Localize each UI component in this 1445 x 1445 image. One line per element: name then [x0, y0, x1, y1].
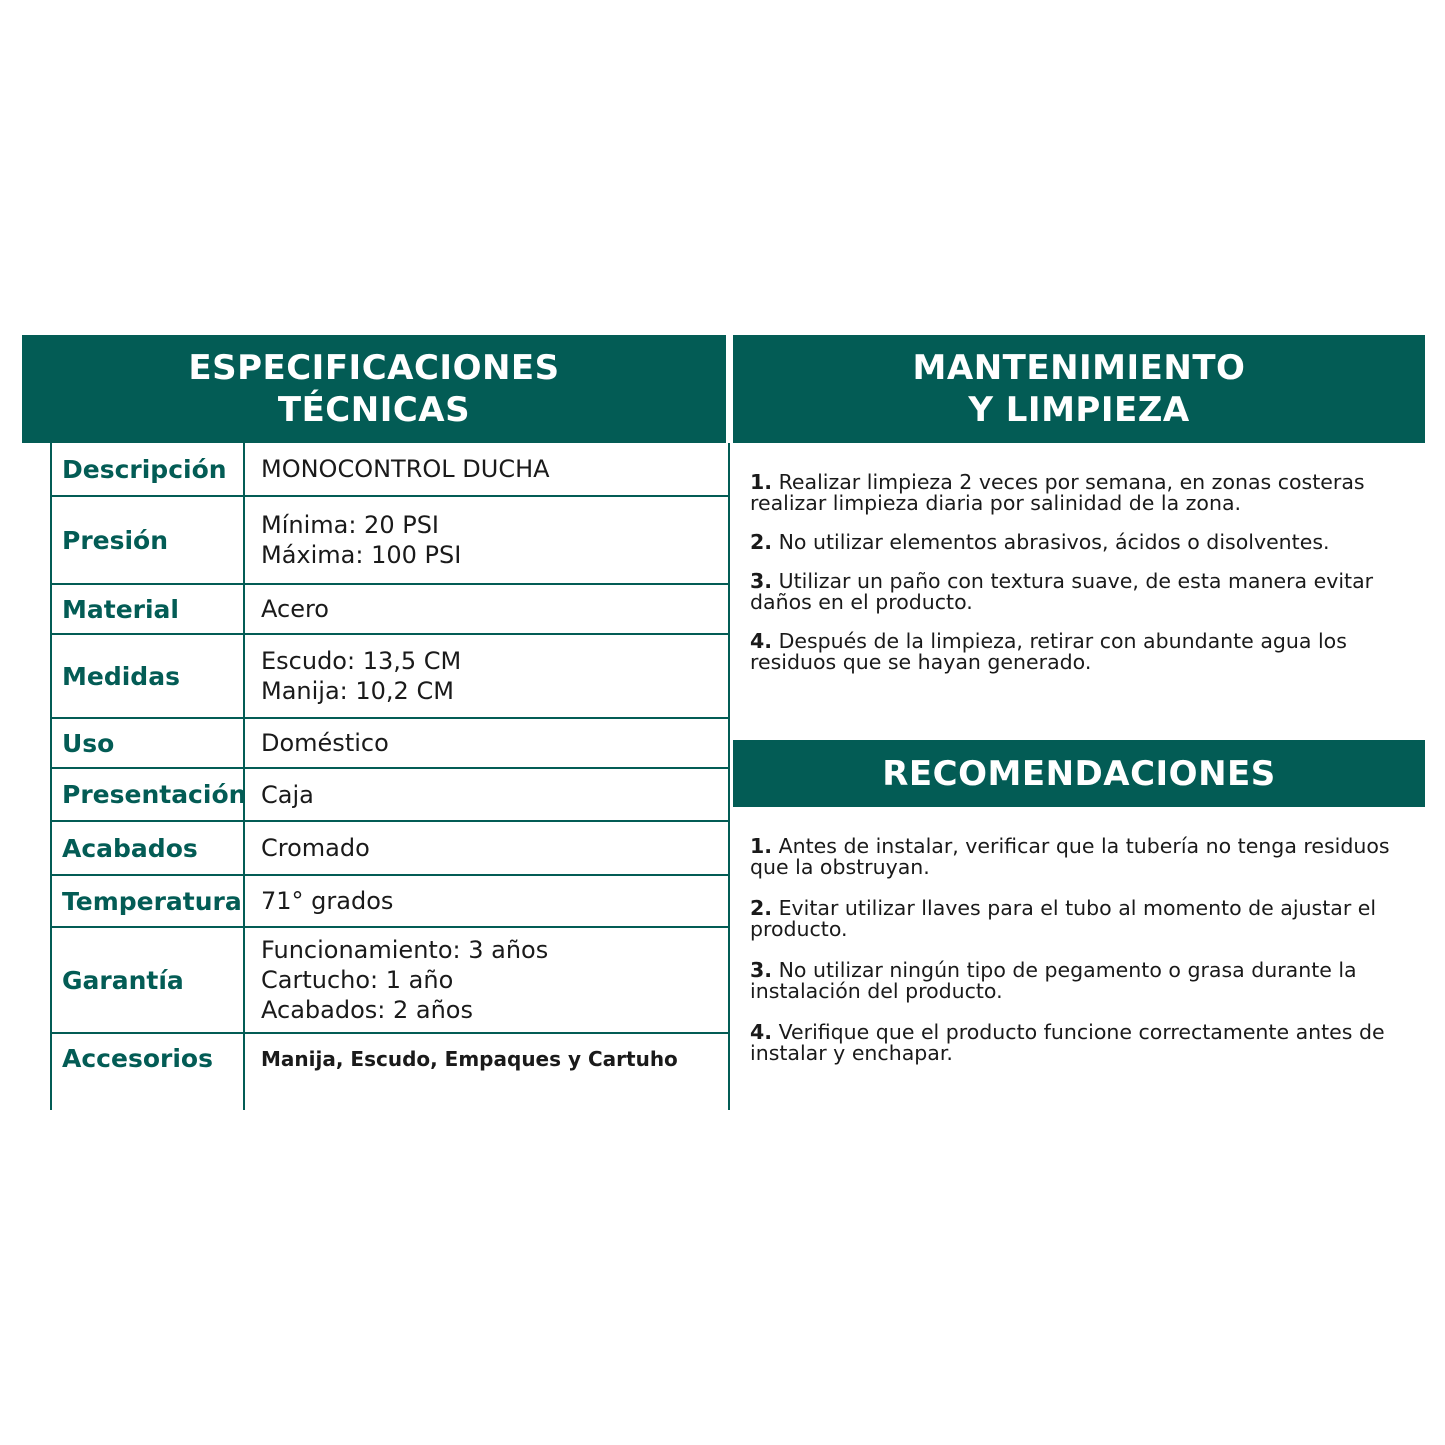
spec-value	[244, 875, 729, 927]
list-item	[750, 631, 1415, 673]
spec-label: Material	[51, 584, 244, 634]
list-item	[750, 898, 1415, 940]
spec-value-line: Máxima: 100 PSI	[261, 541, 462, 569]
spec-value	[244, 634, 729, 718]
item-text: Realizar limpieza 2 veces por semana, en zonas costeras realizar limpieza diaria por salinidad de la zona.	[750, 470, 1365, 515]
item-number: 1.	[750, 470, 773, 494]
maintenance-list	[750, 472, 1415, 691]
spec-label: Garantía	[51, 927, 244, 1033]
spec-value-line: Cromado	[261, 834, 370, 862]
table-row	[51, 634, 729, 718]
maintenance-title-line-2: Y LIMPIEZA	[968, 390, 1190, 430]
spec-value	[244, 584, 729, 634]
list-item	[750, 1022, 1415, 1064]
item-number: 4.	[750, 629, 773, 653]
spec-value-line: Doméstico	[261, 729, 389, 757]
maintenance-title-line-1: MANTENIMIENTO	[912, 348, 1246, 388]
specs-title-line-2: TÉCNICAS	[277, 390, 471, 430]
item-text: Antes de instalar, verificar que la tubería no tenga residuos que la obstruyan.	[750, 834, 1390, 879]
table-row	[51, 875, 729, 927]
spec-value-line: MONOCONTROL DUCHA	[261, 455, 550, 483]
spec-value	[244, 718, 729, 768]
item-number: 2.	[750, 896, 773, 920]
item-text: No utilizar ningún tipo de pegamento o grasa durante la instalación del producto.	[750, 958, 1357, 1003]
table-row	[51, 584, 729, 634]
item-number: 3.	[750, 958, 773, 982]
spec-value	[244, 443, 729, 496]
spec-label: Presentación	[51, 768, 244, 821]
spec-value-line: Manija: 10,2 CM	[261, 677, 454, 705]
item-number: 4.	[750, 1020, 773, 1044]
table-row	[51, 718, 729, 768]
table-row	[51, 496, 729, 584]
table-row	[51, 821, 729, 875]
item-number: 1.	[750, 834, 773, 858]
item-text: Utilizar un paño con textura suave, de esta manera evitar daños en el producto.	[750, 569, 1374, 614]
spec-value	[244, 821, 729, 875]
spec-value-line: Mínima: 20 PSI	[261, 511, 440, 539]
spec-value-line: Manija, Escudo, Empaques y Cartuho	[261, 1047, 678, 1071]
spec-value-line: Acabados: 2 años	[261, 996, 473, 1024]
item-number: 2.	[750, 530, 773, 554]
item-text: Evitar utilizar llaves para el tubo al momento de ajustar el producto.	[750, 896, 1377, 941]
item-number: 3.	[750, 569, 773, 593]
spec-label: Descripción	[51, 443, 244, 496]
spec-value	[244, 1033, 729, 1110]
spec-value	[244, 927, 729, 1033]
specs-title-line-1: ESPECIFICACIONES	[188, 348, 560, 388]
table-row	[51, 443, 729, 496]
table-row	[51, 1033, 729, 1110]
spec-value-line: 71° grados	[261, 887, 394, 915]
maintenance-header	[733, 335, 1425, 443]
spec-value-line: Funcionamiento: 3 años	[261, 936, 549, 964]
list-item	[750, 571, 1415, 613]
spec-label: Accesorios	[51, 1033, 244, 1110]
specs-header	[22, 335, 726, 443]
item-text: Después de la limpieza, retirar con abundante agua los residuos que se hayan generado.	[750, 629, 1347, 674]
table-row	[51, 768, 729, 821]
list-item	[750, 960, 1415, 1002]
list-item	[750, 532, 1415, 553]
specs-table	[50, 443, 730, 1110]
spec-label: Temperatura	[51, 875, 244, 927]
recommendations-header	[733, 740, 1425, 807]
spec-label: Medidas	[51, 634, 244, 718]
spec-label: Presión	[51, 496, 244, 584]
list-item	[750, 836, 1415, 878]
item-text: No utilizar elementos abrasivos, ácidos o disolventes.	[778, 530, 1330, 554]
spec-value-line: Caja	[261, 780, 314, 809]
item-text: Verifique que el producto funcione correctamente antes de instalar y enchapar.	[750, 1020, 1385, 1065]
spec-value-line: Escudo: 13,5 CM	[261, 647, 462, 675]
table-row	[51, 927, 729, 1033]
list-item	[750, 472, 1415, 514]
recommendations-list	[750, 836, 1415, 1084]
spec-value-line: Cartucho: 1 año	[261, 966, 454, 994]
spec-value-line: Acero	[261, 595, 329, 623]
spec-label: Uso	[51, 718, 244, 768]
spec-value	[244, 768, 729, 821]
spec-label: Acabados	[51, 821, 244, 875]
recommendations-title: RECOMENDACIONES	[882, 753, 1276, 794]
spec-value	[244, 496, 729, 584]
